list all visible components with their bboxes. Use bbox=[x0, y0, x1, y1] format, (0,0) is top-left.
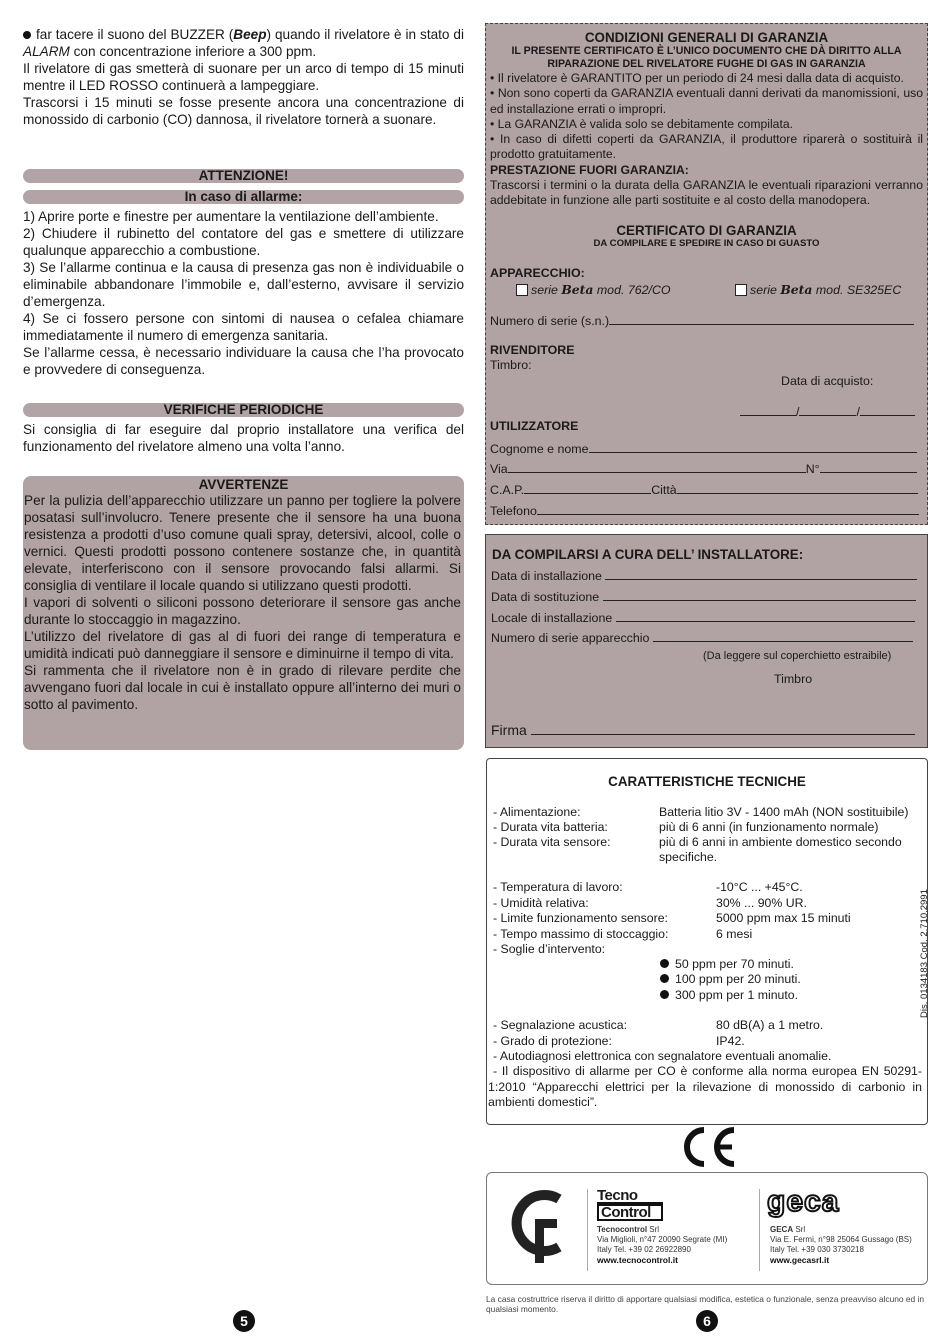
spec-label: - Tempo massimo di stoccaggio: bbox=[493, 927, 669, 941]
spec-label: - Durata vita sensore: bbox=[493, 835, 611, 849]
serial-field[interactable]: Numero di serie (s.n.) bbox=[490, 313, 914, 328]
spec-value: 5000 ppm max 15 minuti bbox=[716, 911, 851, 925]
ce-mark bbox=[680, 1124, 738, 1170]
threshold-item: 100 ppm per 20 minuti. bbox=[660, 972, 801, 986]
warranty-bullet: • La GARANZIA è valida solo se debitamente compilata. bbox=[490, 116, 794, 131]
bullet-icon bbox=[660, 959, 669, 968]
avvertenze-heading: AVVERTENZE bbox=[198, 477, 289, 492]
model-option-se325[interactable]: serie Beta mod. SE325EC bbox=[735, 282, 901, 297]
alarm-step-3: 3) Se l’allarme continua e la causa di presenza gas non è individuabile o eliminabile abbandonare l’immobile e, dall’esterno, avvisare il servizio d’emergenza. bbox=[23, 260, 464, 309]
rivenditore-label: RIVENDITORE bbox=[490, 343, 575, 357]
disclaimer: La casa costruttrice riserva il diritto di apportare qualsiasi modifica, estetica o funzionale, senza preavviso alcuno ed in qualsiasi momento. bbox=[486, 1294, 925, 1314]
attenzione-heading: ATTENZIONE! bbox=[23, 169, 464, 183]
certificate-subtitle: DA COMPILARE E SPEDIRE IN CASO DI GUASTO bbox=[593, 237, 820, 249]
spec-label: - Durata vita batteria: bbox=[493, 820, 608, 834]
bullet-icon bbox=[23, 31, 31, 39]
side-code: Dis. 0134183 Cod. 2.710.2991 bbox=[919, 889, 930, 1018]
checkbox-762[interactable] bbox=[516, 284, 528, 296]
alarm-step-4: 4) Se ci fossero persone con sintomi di nausea o cefalea chiamare immediatamente il numero di emergenza sanitaria. bbox=[23, 311, 464, 343]
avvertenze-paragraph: L’utilizzo del rivelatore di gas al di fuori dei range di temperatura e umidità indicati può danneggiare il sensore e diminuirne il tempo di vita. bbox=[24, 629, 461, 661]
alarm-note: Se l’allarme cessa, è necessario individuare la causa che l’ha provocato e provvedere di conseguenza. bbox=[23, 345, 464, 377]
spec-value: Batteria litio 3V - 1400 mAh (NON sostituibile) bbox=[659, 805, 909, 819]
avvertenze-paragraph: Per la pulizia dell’apparecchio utilizzare un panno per togliere la polvere posatasi sull’involucro. Tenere presente che il sensore ha una buona resistenza a prodotti d’uso comune quali spray, detersivi, alcool, colle o vernici. Questi prodotti possono contenere sostanze che, in quantità elevate, interferiscono con il sensore provocando falsi allarmi. Si consiglia di ventilare il locale quando si utilizzano questi prodotti. bbox=[24, 493, 461, 593]
avvertenze-paragraph: Si rammenta che il rivelatore non è in grado di rilevare perdite che avvengano fuori dal locale in cui è installato oppure all’interno dei muri o sotto al pavimento. bbox=[24, 663, 461, 712]
tecnocontrol-logo: Tecno Control bbox=[597, 1189, 663, 1221]
spec-label: - Temperatura di lavoro: bbox=[493, 880, 623, 894]
data-acquisto-label: Data di acquisto: bbox=[781, 374, 874, 388]
spec-value: 6 mesi bbox=[716, 927, 753, 941]
spec-label: - Segnalazione acustica: bbox=[493, 1018, 627, 1032]
apparecchio-label: APPARECCHIO: bbox=[490, 266, 585, 280]
bullet-icon bbox=[660, 990, 669, 999]
page-number-right: 6 bbox=[696, 1310, 718, 1332]
spec-label: - Soglie d’intervento: bbox=[493, 942, 606, 956]
geca-logo: geca bbox=[767, 1185, 840, 1218]
spec-value: -10°C ... +45°C. bbox=[716, 880, 803, 894]
geca-website[interactable]: www.gecasrl.it bbox=[770, 1255, 830, 1265]
installer-field-locale[interactable]: Locale di installazione bbox=[491, 610, 915, 625]
verifiche-heading: VERIFICHE PERIODICHE bbox=[23, 403, 464, 417]
tecnocontrol-website[interactable]: www.tecnocontrol.it bbox=[597, 1255, 678, 1265]
threshold-item: 300 ppm per 1 minuto. bbox=[660, 988, 798, 1002]
via-field[interactable]: Via N° bbox=[490, 461, 917, 476]
avvertenze-box bbox=[23, 476, 464, 750]
spec-value: IP42. bbox=[716, 1034, 745, 1048]
installer-field-serie[interactable]: Numero di serie apparecchio bbox=[491, 630, 913, 645]
avvertenze-paragraph: I vapori di solventi o siliconi possono deteriorare il sensore gas anche durante lo stoccaggio in magazzino. bbox=[24, 595, 461, 627]
alarm-step-2: 2) Chiudere il rubinetto del contatore del gas e smettere di utilizzare qualunque apparecchio a combustione. bbox=[23, 226, 464, 258]
firma-field[interactable]: Firma bbox=[491, 722, 915, 738]
spec-label: - Umidità relativa: bbox=[493, 896, 589, 910]
spec-label: - Grado di protezione: bbox=[493, 1034, 612, 1048]
spec-value: più di 6 anni in ambiente domestico secondo bbox=[659, 835, 902, 849]
certificate-title: CERTIFICATO DI GARANZIA bbox=[616, 222, 797, 238]
alarm-instructions bbox=[23, 208, 464, 378]
installer-note: (Da leggere sul coperchietto estraibile) bbox=[703, 650, 892, 662]
installer-timbro: Timbro bbox=[774, 672, 813, 686]
fuori-garanzia-text: Trascorsi i termini o la durata della GARANZIA le eventuali riparazioni verranno addebitate in funzione alle parti sostituite e al costo della manodopera. bbox=[490, 178, 923, 208]
intro-paragraph: far tacere il suono del BUZZER (Beep) quando il rivelatore è in stato di ALARM con concentrazione inferiore a 300 ppm. Il rivelatore di gas smetterà di suonare per un arco di tempo di 15 minuti mentre il LED ROSSO continuerà a lampeggiare. Trascorsi i 15 minuti se fosse presente ancora una concentrazione di monossido di carbonio (CO) dannosa, il rivelatore tornerà a suonare. bbox=[23, 27, 464, 127]
bullet-icon bbox=[660, 974, 669, 983]
spec-autodiag: - Autodiagnosi elettronica con segnalatore eventuali anomalie. bbox=[493, 1049, 832, 1063]
model-option-762[interactable]: serie Beta mod. 762/CO bbox=[516, 282, 671, 297]
installer-field-sostituzione[interactable]: Data di sostituzione bbox=[491, 589, 916, 604]
warranty-bullet: • Il rivelatore è GARANTITO per un periodo di 24 mesi dalla data di acquisto. bbox=[490, 71, 904, 85]
spec-label: - Alimentazione: bbox=[493, 805, 581, 819]
spec-value: 30% ... 90% UR. bbox=[716, 896, 807, 910]
spec-norma: - Il dispositivo di allarme per CO è conforme alla norma europea EN 50291-1:2010 “Apparecchi elettrici per la rilevazione di monossido di carbonio in ambienti domestici”. bbox=[488, 1064, 922, 1109]
page-number-left: 5 bbox=[233, 1310, 255, 1332]
telefono-field[interactable]: Telefono bbox=[490, 503, 919, 518]
timbro-label: Timbro: bbox=[490, 358, 532, 372]
warranty-bullet: • Non sono coperti da GARANZIA eventuali danni derivati da manomissioni, uso ed installazione errati o impropri. bbox=[490, 86, 923, 116]
utilizzatore-label: UTILIZZATORE bbox=[490, 419, 579, 433]
alarm-step-1: 1) Aprire porte e finestre per aumentare la ventilazione dell’ambiente. bbox=[23, 209, 439, 224]
ce-mark-icon bbox=[680, 1124, 738, 1170]
allarme-subheading: In caso di allarme: bbox=[23, 190, 464, 204]
geca-info: GECA Srl Via E. Fermi, n°98 25064 Gussago (BS) Italy Tel. +39 030 3730218 www.gecasrl.it bbox=[770, 1225, 912, 1265]
brands-box bbox=[486, 1172, 928, 1285]
spec-value: più di 6 anni (in funzionamento normale) bbox=[659, 820, 879, 834]
data-acquisto-field[interactable]: / / bbox=[740, 404, 915, 419]
spec-label: - Limite funzionamento sensore: bbox=[493, 911, 668, 925]
checkbox-se325[interactable] bbox=[735, 284, 747, 296]
threshold-item: 50 ppm per 70 minuti. bbox=[660, 957, 794, 971]
fuori-garanzia-title: PRESTAZIONE FUORI GARANZIA: bbox=[490, 162, 689, 177]
tecnocontrol-symbol-icon bbox=[505, 1189, 569, 1263]
verifiche-text: Si consiglia di far eseguire dal proprio installatore una verifica del funzionamento del rivelatore almeno una volta l’anno. bbox=[23, 422, 464, 454]
cognome-field[interactable]: Cognome e nome bbox=[490, 441, 917, 456]
installer-title: DA COMPILARSI A CURA DELL’ INSTALLATORE: bbox=[492, 547, 804, 562]
warranty-bullet: • In caso di difetti coperti da GARANZIA, il produttore riparerà o sostituirà il prodotto gratuitamente. bbox=[490, 132, 923, 162]
cap-citta-field[interactable]: C.A.P. Città bbox=[490, 482, 918, 497]
spec-value-cont: specifiche. bbox=[659, 850, 718, 864]
tecnocontrol-info: Tecnocontrol Srl Via Miglioli, n°47 20090 Segrate (MI) Italy Tel. +39 02 26922890 www.tecnocontrol.it bbox=[597, 1225, 728, 1265]
installer-field-installazione[interactable]: Data di installazione bbox=[491, 568, 917, 583]
specs-title: CARATTERISTICHE TECNICHE bbox=[608, 774, 806, 789]
warranty-title: CONDIZIONI GENERALI DI GARANZIA bbox=[584, 30, 829, 45]
warranty-subtitle: IL PRESENTE CERTIFICATO È L’UNICO DOCUMENTO CHE DÀ DIRITTO ALLA RIPARAZIONE DEL RIVELATORE FUGHE DI GAS IN GARANZIA bbox=[511, 45, 902, 70]
spec-value: 80 dB(A) a 1 metro. bbox=[716, 1018, 824, 1032]
